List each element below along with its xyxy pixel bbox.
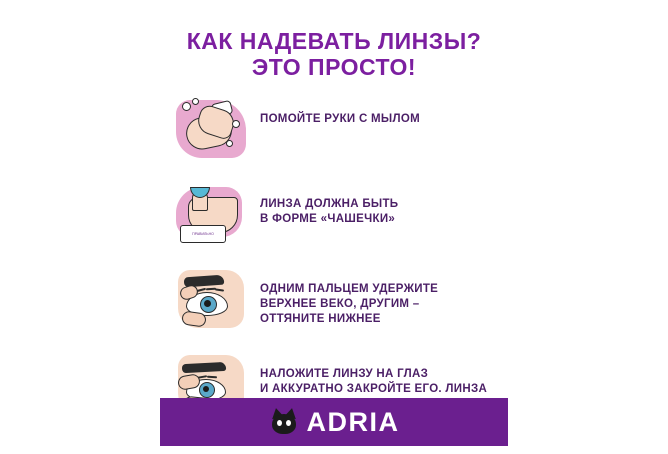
brand-name: ADRIA xyxy=(306,406,400,437)
step-4-line-2: И АККУРАТНО ЗАКРОЙТЕ ЕГО. ЛИНЗА xyxy=(260,383,488,395)
list-item xyxy=(172,181,592,249)
step-2-line-2: В ФОРМЕ «ЧАШЕЧКИ» xyxy=(260,213,396,225)
step-3-line-3: ОТТЯНИТЕ НИЖНЕЕ xyxy=(260,313,381,325)
lens-on-fingertip-icon xyxy=(172,181,250,247)
step-3-line-2: ВЕРХНЕЕ ВЕКО, ДРУГИМ – xyxy=(260,298,420,310)
step-3-text xyxy=(260,266,438,327)
step-2-text xyxy=(260,181,398,227)
correct-shape-note: ПРАВИЛЬНО xyxy=(180,225,226,243)
brand-footer xyxy=(160,398,508,446)
step-3-line-1: ОДНИМ ПАЛЬЦЕМ УДЕРЖИТЕ xyxy=(260,283,439,295)
step-1-line-1: ПОМОЙТЕ РУКИ С МЫЛОМ xyxy=(260,113,420,125)
step-1-text xyxy=(260,96,420,127)
step-4-line-1: НАЛОЖИТЕ ЛИНЗУ НА ГЛАЗ xyxy=(260,368,429,380)
list-item xyxy=(172,96,592,164)
steps-list xyxy=(172,96,592,436)
title-line-1: КАК НАДЕВАТЬ ЛИНЗЫ? xyxy=(186,28,482,54)
list-item xyxy=(172,266,592,334)
page-title xyxy=(0,28,668,80)
cat-head-icon xyxy=(269,408,299,436)
title-line-2: ЭТО ПРОСТО! xyxy=(251,54,417,80)
step-2-line-1: ЛИНЗА ДОЛЖНА БЫТЬ xyxy=(260,198,399,210)
hands-washing-with-soap-icon xyxy=(172,96,250,162)
eye-holding-eyelids-icon xyxy=(172,266,250,332)
